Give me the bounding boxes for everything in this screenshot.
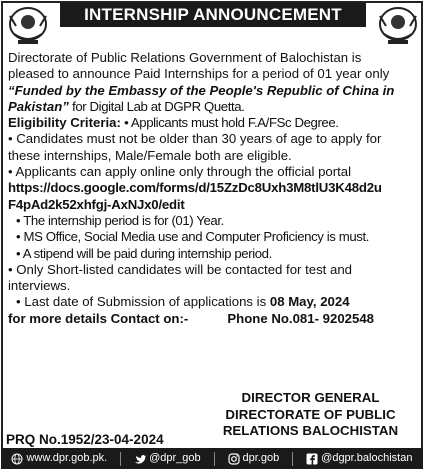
header [0,0,426,50]
eligibility-line [8,115,418,131]
funding-tail: for Digital Lab at DGPR Quetta. [68,98,245,114]
intro-line: Directorate of Public Relations Government of Balochistan is [8,50,362,65]
contact-label: for more details Contact on:- [8,310,189,326]
balochistan-emblem-icon [374,4,422,46]
signature-block [203,390,418,440]
contact-line [8,311,418,327]
stipend-line: • A stipend will be paid during internship period. [16,245,272,261]
globe-icon [11,453,23,465]
announcement-title: INTERNSHIP ANNOUNCEMENT [60,3,366,27]
signature-line: DIRECTOR GENERAL [241,390,380,405]
contact-phone: Phone No.081- 9202548 [227,310,374,326]
balochistan-emblem-icon [4,4,52,46]
twitter-icon [134,453,146,465]
divider [214,452,215,466]
website-text: www.dpr.gob.pk. [26,452,108,464]
portal-url[interactable]: https://docs.google.com/forms/d/15ZzDc8Uxh3M8tlU3K48d2u [8,180,382,196]
facebook-link[interactable] [306,448,412,469]
shortlist-line: interviews. [8,278,71,294]
skills-line: • MS Office, Social Media use and Computer Proficiency is must. [16,229,369,245]
eligibility-label: Eligibility Criteria: [8,115,121,131]
funding-country: Pakistan” [8,98,69,114]
instagram-link[interactable] [228,448,280,469]
twitter-handle: @dpr_gob [149,452,201,464]
last-date-text: • Last date of Submission of applications is [16,294,270,310]
facebook-icon [306,453,318,465]
instagram-handle: dpr.gob [242,452,280,464]
age-line: these internships, Male/Female both are eligible. [8,147,292,163]
instagram-icon [228,453,240,465]
divider [120,452,121,466]
social-footer [1,448,423,469]
last-date-line [8,294,418,310]
intro-line: pleased to announce Paid Internships for a period of 01 year only [8,66,390,82]
twitter-link[interactable] [134,448,201,469]
announcement-body [8,50,418,327]
portal-url[interactable]: F4pAd2k52xhfgj-AxNJx0/edit [8,196,185,212]
divider [292,452,293,466]
facebook-handle: @dgpr.balochistan [321,452,413,464]
funding-line: “Funded by the Embassy of the People's Republic of China in [8,82,395,98]
period-line: • The internship period is for (01) Year. [16,212,224,228]
age-line: • Candidates must not be older than 30 years of age to apply for [8,131,382,147]
prq-number: PRQ No.1952/23-04-2024 [6,432,164,447]
signature-line: DIRECTORATE OF PUBLIC [225,406,396,422]
funding-line-2 [8,99,418,115]
last-date-value: 08 May, 2024 [269,294,350,310]
eligibility-text: • Applicants must hold F.A/FSc Degree. [120,115,339,131]
website-link[interactable] [11,448,107,469]
shortlist-line: • Only Short-listed candidates will be contacted for test and [8,261,353,277]
online-line: • Applicants can apply online only through the official portal [8,164,352,180]
signature-line: RELATIONS BALOCHISTAN [222,423,399,438]
